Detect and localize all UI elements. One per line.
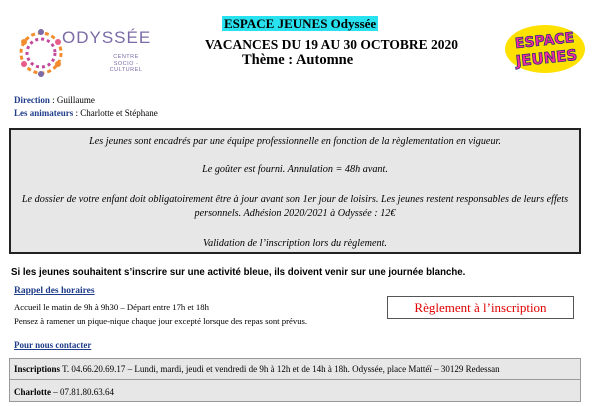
activity-rule: Si les jeunes souhaitent s’inscrire sur une activité bleue, ils doivent venir sur une journée blanche. bbox=[11, 267, 466, 278]
theme-title: Thème : Automne bbox=[242, 52, 354, 68]
direction-label: Direction bbox=[14, 95, 50, 105]
info-paragraph-staff: Les jeunes sont encadrés par une équipe professionnelle en fonction de la règlementation en vigueur. bbox=[89, 136, 501, 147]
direction-line bbox=[14, 95, 95, 105]
animateurs-value: : Charlotte et Stéphane bbox=[73, 108, 158, 118]
logo-wordmark: ODYSSÉE bbox=[62, 28, 152, 47]
contact-box bbox=[9, 358, 581, 402]
horaires-heading: Rappel des horaires bbox=[14, 286, 95, 296]
page-title: ESPACE JEUNES Odyssée bbox=[224, 16, 377, 31]
inscriptions-line bbox=[14, 364, 500, 374]
espace-jeunes-logo bbox=[503, 23, 587, 75]
charlotte-line bbox=[14, 387, 114, 397]
animateurs-line bbox=[14, 108, 158, 118]
direction-value: : Guillaume bbox=[49, 95, 95, 105]
animateurs-label: Les animateurs bbox=[14, 108, 74, 118]
contact-heading: Pour nous contacter bbox=[14, 340, 92, 350]
info-box bbox=[9, 128, 581, 254]
charlotte-label: Charlotte bbox=[14, 387, 51, 397]
odyssee-ring-icon bbox=[14, 18, 68, 88]
contact-divider bbox=[10, 379, 580, 380]
charlotte-phone: – 07.81.80.63.64 bbox=[51, 387, 114, 397]
info-paragraph-validation: Validation de l’inscription lors du règlement. bbox=[203, 238, 387, 249]
info-paragraph-dossier: Le dossier de votre enfant doit obligatoirement être à jour avant son 1er jour de loisirs. Les jeunes restent responsables de leurs effets personnels. Adhésion 2020/2021 à Odyssée : 12€ bbox=[21, 194, 569, 219]
reglement-notice: Règlement à l’inscription bbox=[387, 296, 574, 319]
logo-line-espace: ESPACE bbox=[514, 29, 575, 53]
horaires-accueil: Accueil le matin de 9h à 9h30 – Départ entre 17h et 18h bbox=[14, 302, 209, 312]
logo-line-jeunes: JEUNES bbox=[514, 45, 579, 71]
inscriptions-label: Inscriptions bbox=[14, 364, 61, 374]
inscriptions-value: T. 04.66.20.69.17 – Lundi, mardi, jeudi et vendredi de 9h à 12h et de 14h à 18h. Odyssée, place Mattéï – 30129 Redessan bbox=[60, 364, 500, 374]
vacation-dates: VACANCES DU 19 AU 30 OCTOBRE 2020 bbox=[205, 37, 459, 52]
info-paragraph-gouter: Le goûter est fourni. Annulation = 48h avant. bbox=[202, 164, 388, 175]
horaires-pique-nique: Pensez à ramener un pique-nique chaque jour excepté lorsque des repas sont prévus. bbox=[14, 316, 308, 326]
logo-subtitle: CENTRE SOCIO - CULTUREL bbox=[109, 54, 143, 73]
